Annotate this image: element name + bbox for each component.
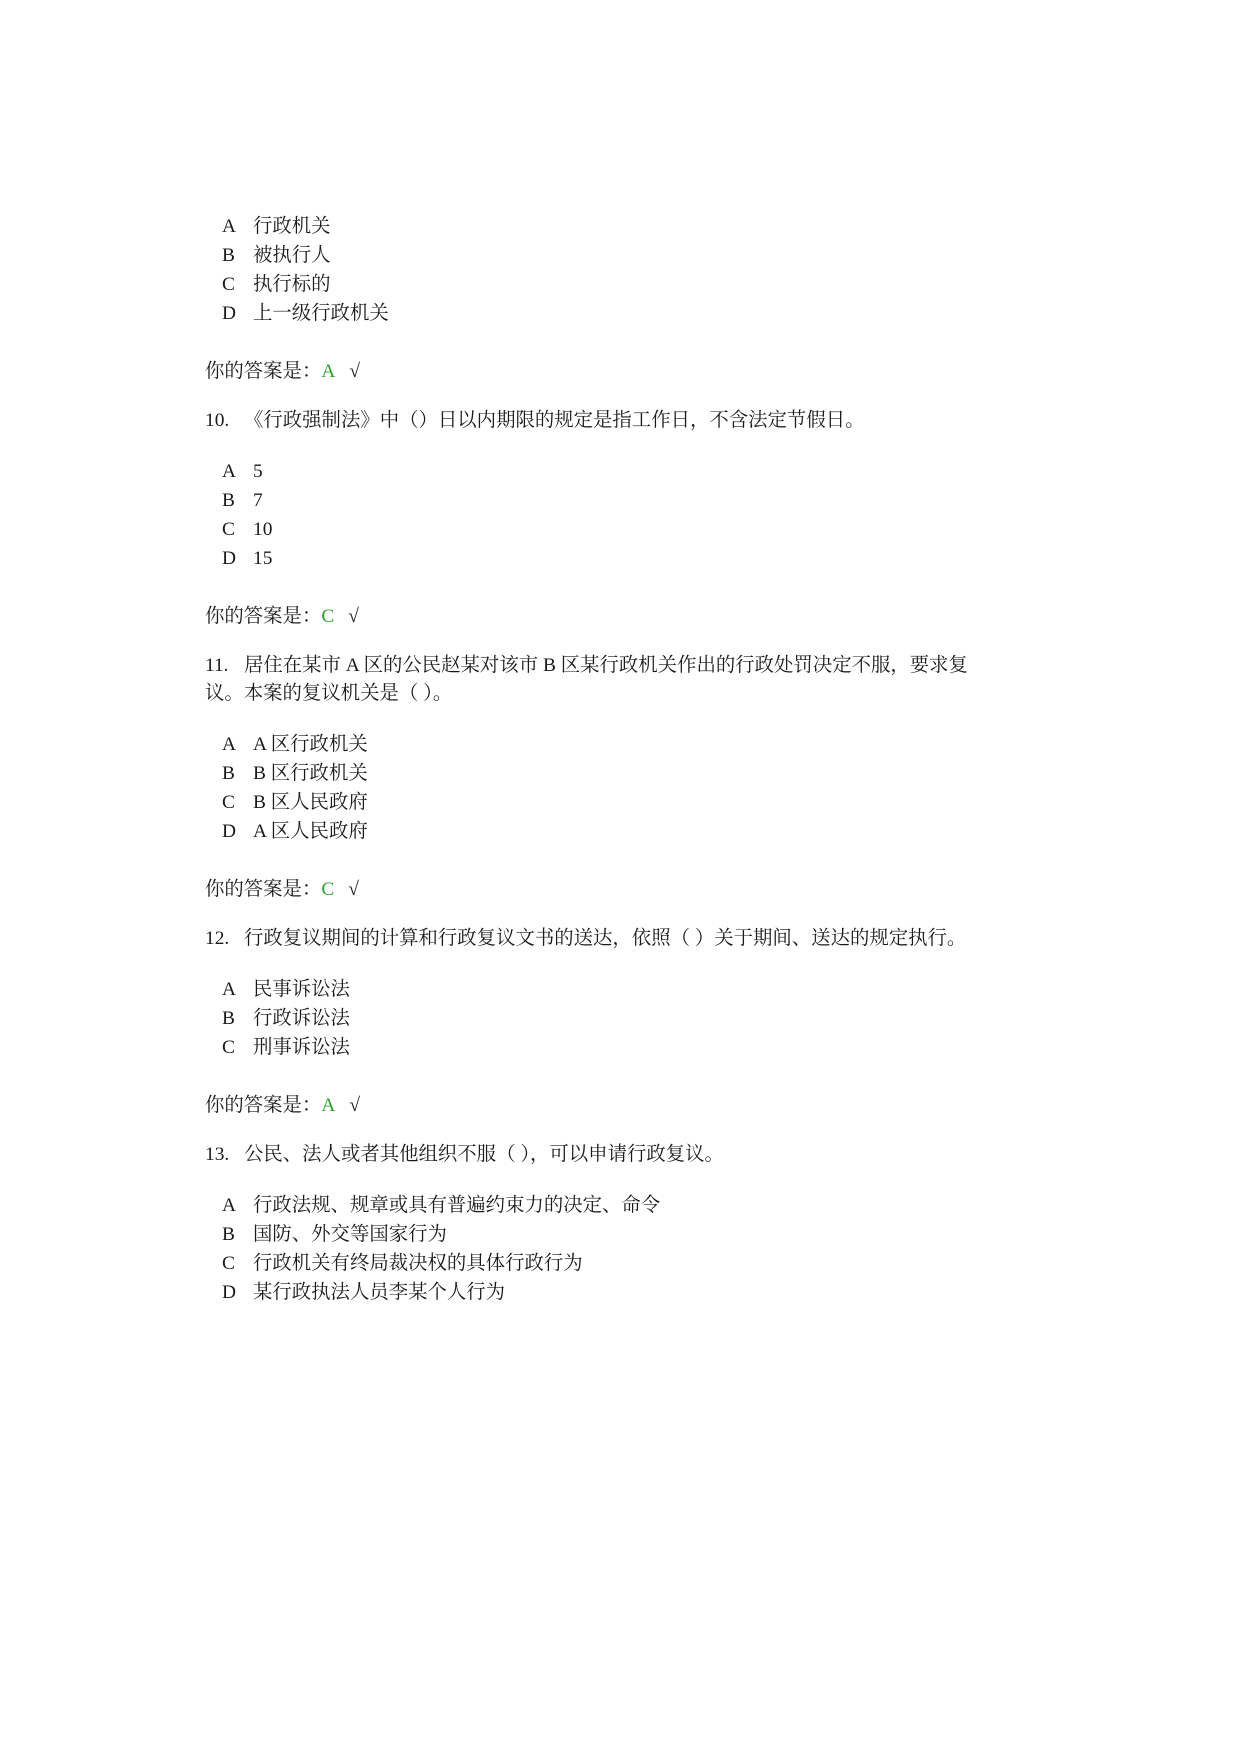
option-item	[205, 212, 985, 241]
option-letter: B	[222, 1223, 235, 1245]
option-text: 上一级行政机关	[253, 302, 389, 324]
option-item	[205, 1191, 985, 1220]
option-text: 某行政执法人员李某个人行为	[253, 1281, 506, 1303]
option-letter: D	[222, 820, 237, 842]
question-number: 12.	[205, 928, 230, 949]
option-text: 民事诉讼法	[253, 978, 350, 1000]
option-text: 行政机关有终局裁决权的具体行政行为	[253, 1252, 583, 1274]
option-item	[205, 299, 985, 328]
option-item	[205, 975, 985, 1004]
option-letter: B	[222, 489, 235, 511]
option-item	[205, 759, 985, 788]
option-letter: D	[222, 1281, 237, 1303]
option-item	[205, 788, 985, 817]
option-letter: A	[222, 733, 237, 755]
option-item	[205, 515, 985, 544]
option-list	[205, 1191, 985, 1307]
option-letter: C	[222, 1036, 235, 1058]
option-item	[205, 1249, 985, 1278]
option-list	[205, 457, 985, 573]
option-letter: D	[222, 302, 237, 324]
option-letter: B	[222, 244, 235, 266]
option-list	[205, 975, 985, 1062]
option-item	[205, 817, 985, 846]
option-text: A 区行政机关	[253, 733, 368, 755]
option-text: 7	[253, 489, 263, 511]
question-stem	[205, 407, 985, 435]
question-block	[205, 1141, 985, 1307]
option-text: 5	[253, 460, 263, 482]
correct-check-mark: √	[348, 605, 359, 627]
your-answer-line	[205, 602, 985, 631]
question-block	[205, 407, 985, 631]
question-stem	[205, 1141, 985, 1169]
question-text: 公民、法人或者其他组织不服（ ），可以申请行政复议。	[244, 1144, 724, 1165]
question-block	[205, 652, 985, 904]
question-block	[205, 212, 985, 386]
question-number: 13.	[205, 1144, 230, 1165]
option-text: 15	[253, 547, 273, 569]
option-letter: A	[222, 978, 237, 1000]
option-text: 行政机关	[253, 215, 331, 237]
question-text: 《行政强制法》中（）日以内期限的规定是指工作日，不含法定节假日。	[244, 410, 865, 431]
question-text: 行政复议期间的计算和行政复议文书的送达，依照（ ）关于期间、送达的规定执行。	[244, 928, 967, 949]
option-text: A 区人民政府	[253, 820, 368, 842]
answer-label: 你的答案是：	[205, 605, 322, 627]
option-item	[205, 1004, 985, 1033]
option-item	[205, 457, 985, 486]
your-answer-line	[205, 1091, 985, 1120]
option-text: 被执行人	[253, 244, 331, 266]
option-item	[205, 486, 985, 515]
answer-value: A	[321, 1094, 336, 1116]
option-item	[205, 544, 985, 573]
option-text: 国防、外交等国家行为	[253, 1223, 447, 1245]
question-number: 11.	[205, 655, 229, 676]
answer-label: 你的答案是：	[205, 878, 322, 900]
option-letter: C	[222, 1252, 235, 1274]
answer-label: 你的答案是：	[205, 1094, 322, 1116]
question-block	[205, 925, 985, 1120]
option-letter: B	[222, 762, 235, 784]
option-text: B 区人民政府	[253, 791, 368, 813]
question-number: 10.	[205, 410, 230, 431]
option-item	[205, 241, 985, 270]
option-letter: A	[222, 215, 237, 237]
option-text: 刑事诉讼法	[253, 1036, 350, 1058]
question-stem	[205, 652, 985, 708]
option-text: 行政诉讼法	[253, 1007, 350, 1029]
correct-check-mark: √	[348, 878, 359, 900]
document-page	[205, 212, 985, 1307]
correct-check-mark: √	[349, 1094, 361, 1116]
option-text: 执行标的	[253, 273, 331, 295]
option-item	[205, 730, 985, 759]
option-item	[205, 1278, 985, 1307]
answer-value: A	[321, 360, 336, 382]
option-letter: D	[222, 547, 237, 569]
answer-value: C	[321, 878, 335, 900]
option-letter: B	[222, 1007, 235, 1029]
option-letter: C	[222, 518, 235, 540]
answer-value: C	[321, 605, 335, 627]
your-answer-line	[205, 875, 985, 904]
option-letter: C	[222, 273, 235, 295]
question-stem	[205, 925, 985, 953]
option-letter: A	[222, 460, 237, 482]
option-item	[205, 1220, 985, 1249]
question-text: 居住在某市 A 区的公民赵某对该市 B 区某行政机关作出的行政处罚决定不服，要求复议。本案的复议机关是（ ）。	[205, 655, 968, 704]
option-item	[205, 270, 985, 299]
option-list	[205, 212, 985, 328]
option-item	[205, 1033, 985, 1062]
your-answer-line	[205, 357, 985, 386]
option-letter: C	[222, 791, 235, 813]
option-text: 行政法规、规章或具有普遍约束力的决定、命令	[253, 1194, 661, 1216]
answer-label: 你的答案是：	[205, 360, 322, 382]
correct-check-mark: √	[349, 360, 361, 382]
option-letter: A	[222, 1194, 237, 1216]
option-text: 10	[253, 518, 273, 540]
option-text: B 区行政机关	[253, 762, 368, 784]
option-list	[205, 730, 985, 846]
